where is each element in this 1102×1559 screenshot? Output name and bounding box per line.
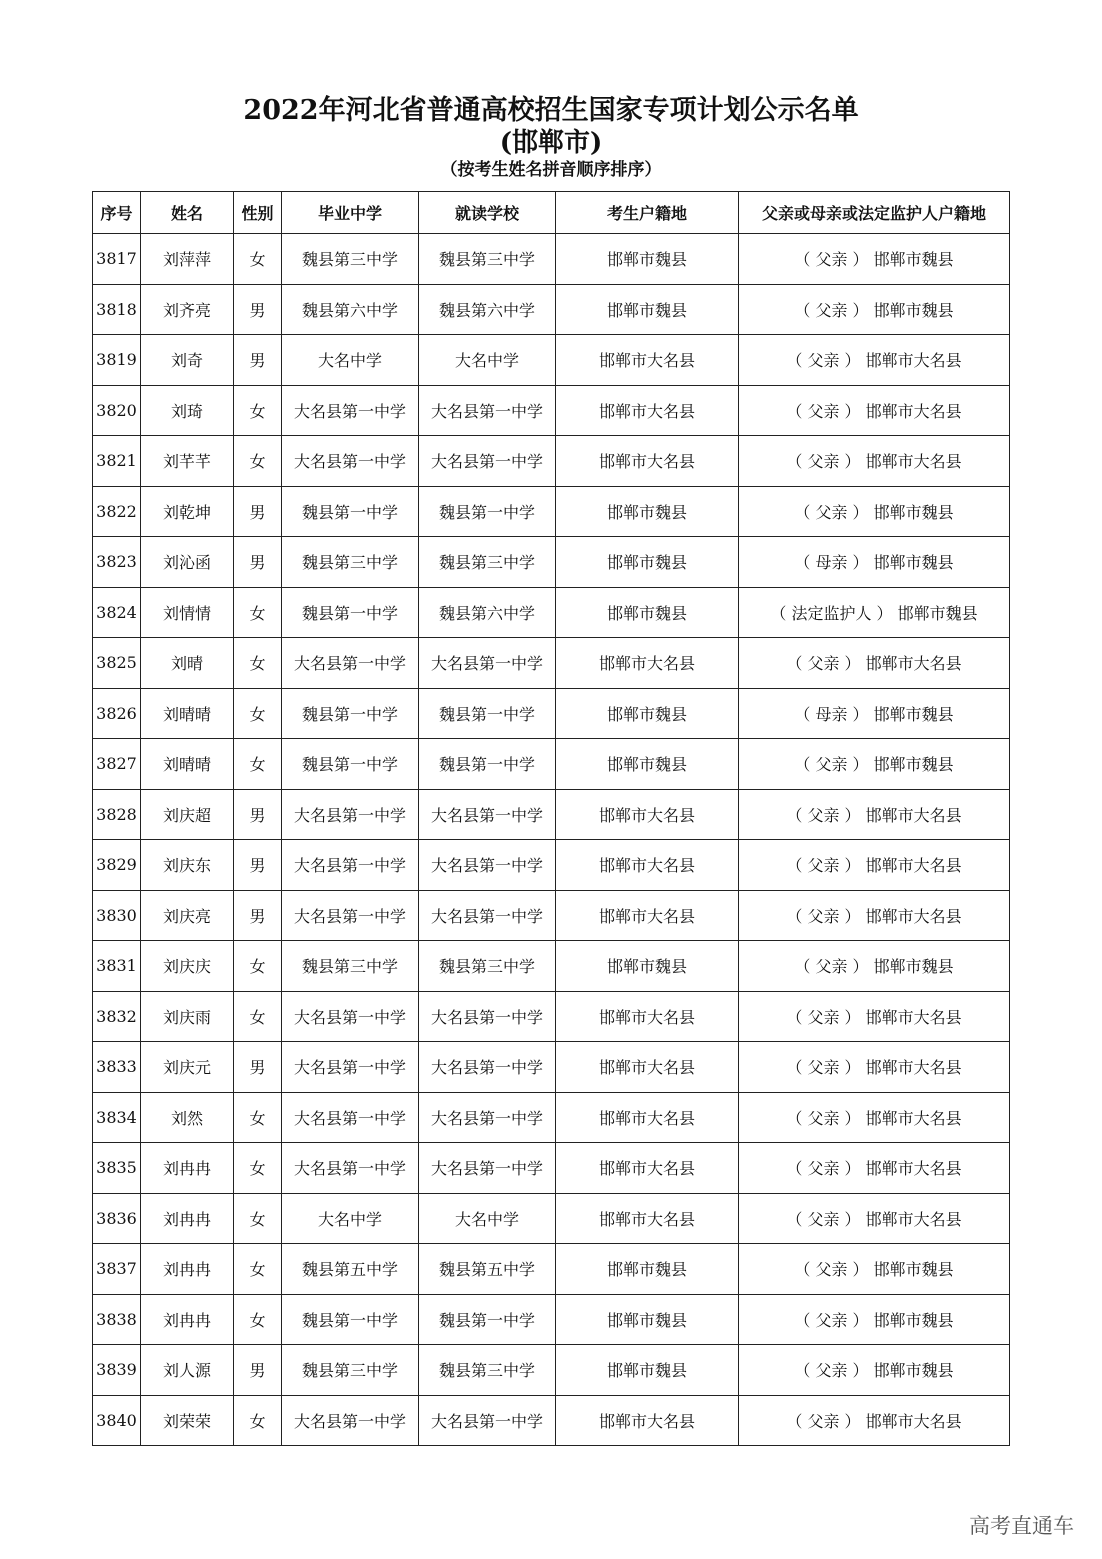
cell-name: 刘冉冉 — [141, 1294, 234, 1345]
column-header: 毕业中学 — [282, 192, 419, 234]
cell-current-school: 大名中学 — [419, 335, 556, 386]
cell-household: 邯郸市魏县 — [556, 587, 739, 638]
cell-current-school: 大名县第一中学 — [419, 789, 556, 840]
table-row — [93, 941, 1010, 992]
table-row — [93, 234, 1010, 285]
cell-graduate-school: 魏县第六中学 — [282, 284, 419, 335]
cell-seq: 3822 — [93, 486, 141, 537]
cell-graduate-school: 大名县第一中学 — [282, 840, 419, 891]
cell-seq: 3818 — [93, 284, 141, 335]
cell-seq: 3832 — [93, 991, 141, 1042]
cell-current-school: 魏县第一中学 — [419, 739, 556, 790]
cell-gender: 女 — [234, 991, 282, 1042]
cell-guardian-household: （ 父亲 ） 邯郸市大名县 — [739, 1143, 1010, 1194]
cell-gender: 女 — [234, 1193, 282, 1244]
cell-seq: 3827 — [93, 739, 141, 790]
cell-guardian-household: （ 父亲 ） 邯郸市大名县 — [739, 1395, 1010, 1446]
cell-graduate-school: 大名县第一中学 — [282, 789, 419, 840]
cell-current-school: 大名县第一中学 — [419, 385, 556, 436]
cell-name: 刘庆庆 — [141, 941, 234, 992]
cell-graduate-school: 魏县第一中学 — [282, 1294, 419, 1345]
cell-household: 邯郸市大名县 — [556, 890, 739, 941]
cell-gender: 男 — [234, 840, 282, 891]
cell-guardian-household: （ 父亲 ） 邯郸市大名县 — [739, 638, 1010, 689]
cell-household: 邯郸市魏县 — [556, 688, 739, 739]
cell-gender: 男 — [234, 284, 282, 335]
cell-graduate-school: 魏县第三中学 — [282, 941, 419, 992]
cell-current-school: 魏县第三中学 — [419, 941, 556, 992]
cell-household: 邯郸市魏县 — [556, 284, 739, 335]
cell-guardian-household: （ 法定监护人 ） 邯郸市魏县 — [739, 587, 1010, 638]
cell-seq: 3824 — [93, 587, 141, 638]
cell-graduate-school: 魏县第一中学 — [282, 587, 419, 638]
table-row — [93, 587, 1010, 638]
cell-current-school: 大名县第一中学 — [419, 1092, 556, 1143]
cell-household: 邯郸市大名县 — [556, 1092, 739, 1143]
table-row — [93, 1244, 1010, 1295]
cell-name: 刘晴晴 — [141, 739, 234, 790]
table-row — [93, 789, 1010, 840]
cell-household: 邯郸市大名县 — [556, 1395, 739, 1446]
cell-seq: 3840 — [93, 1395, 141, 1446]
cell-name: 刘琦 — [141, 385, 234, 436]
cell-gender: 男 — [234, 890, 282, 941]
cell-name: 刘奇 — [141, 335, 234, 386]
cell-household: 邯郸市大名县 — [556, 638, 739, 689]
cell-household: 邯郸市魏县 — [556, 1244, 739, 1295]
cell-name: 刘沁函 — [141, 537, 234, 588]
cell-seq: 3833 — [93, 1042, 141, 1093]
cell-gender: 女 — [234, 385, 282, 436]
cell-graduate-school: 大名中学 — [282, 335, 419, 386]
cell-seq: 3820 — [93, 385, 141, 436]
cell-seq: 3825 — [93, 638, 141, 689]
cell-gender: 女 — [234, 1092, 282, 1143]
cell-household: 邯郸市大名县 — [556, 335, 739, 386]
cell-household: 邯郸市大名县 — [556, 385, 739, 436]
cell-graduate-school: 大名中学 — [282, 1193, 419, 1244]
cell-gender: 女 — [234, 941, 282, 992]
cell-name: 刘庆元 — [141, 1042, 234, 1093]
cell-gender: 男 — [234, 486, 282, 537]
table-row — [93, 1143, 1010, 1194]
cell-seq: 3831 — [93, 941, 141, 992]
cell-seq: 3834 — [93, 1092, 141, 1143]
cell-gender: 女 — [234, 1244, 282, 1295]
cell-name: 刘晴晴 — [141, 688, 234, 739]
cell-gender: 女 — [234, 1143, 282, 1194]
cell-guardian-household: （ 父亲 ） 邯郸市魏县 — [739, 486, 1010, 537]
cell-current-school: 魏县第一中学 — [419, 1294, 556, 1345]
table-header-row — [93, 192, 1010, 234]
cell-household: 邯郸市大名县 — [556, 436, 739, 487]
cell-graduate-school: 魏县第三中学 — [282, 234, 419, 285]
column-header: 序号 — [93, 192, 141, 234]
cell-current-school: 魏县第一中学 — [419, 486, 556, 537]
table-row — [93, 688, 1010, 739]
cell-guardian-household: （ 父亲 ） 邯郸市大名县 — [739, 385, 1010, 436]
cell-seq: 3838 — [93, 1294, 141, 1345]
cell-current-school: 大名县第一中学 — [419, 1395, 556, 1446]
cell-gender: 男 — [234, 1345, 282, 1396]
cell-current-school: 大名县第一中学 — [419, 436, 556, 487]
cell-graduate-school: 魏县第一中学 — [282, 486, 419, 537]
cell-guardian-household: （ 母亲 ） 邯郸市魏县 — [739, 688, 1010, 739]
cell-seq: 3823 — [93, 537, 141, 588]
cell-gender: 男 — [234, 1042, 282, 1093]
cell-current-school: 魏县第六中学 — [419, 587, 556, 638]
cell-guardian-household: （ 父亲 ） 邯郸市魏县 — [739, 941, 1010, 992]
table-row — [93, 739, 1010, 790]
cell-guardian-household: （ 父亲 ） 邯郸市大名县 — [739, 890, 1010, 941]
cell-guardian-household: （ 父亲 ） 邯郸市魏县 — [739, 1345, 1010, 1396]
cell-guardian-household: （ 父亲 ） 邯郸市魏县 — [739, 234, 1010, 285]
cell-current-school: 大名县第一中学 — [419, 638, 556, 689]
cell-seq: 3821 — [93, 436, 141, 487]
cell-gender: 男 — [234, 789, 282, 840]
table-row — [93, 284, 1010, 335]
cell-graduate-school: 大名县第一中学 — [282, 385, 419, 436]
roster-table — [92, 191, 1010, 1446]
cell-guardian-household: （ 父亲 ） 邯郸市大名县 — [739, 1193, 1010, 1244]
cell-household: 邯郸市魏县 — [556, 739, 739, 790]
cell-household: 邯郸市大名县 — [556, 991, 739, 1042]
cell-name: 刘庆雨 — [141, 991, 234, 1042]
cell-gender: 女 — [234, 688, 282, 739]
cell-graduate-school: 大名县第一中学 — [282, 436, 419, 487]
cell-current-school: 大名县第一中学 — [419, 991, 556, 1042]
cell-name: 刘冉冉 — [141, 1244, 234, 1295]
cell-current-school: 魏县第五中学 — [419, 1244, 556, 1295]
cell-gender: 女 — [234, 638, 282, 689]
cell-household: 邯郸市魏县 — [556, 941, 739, 992]
table-row — [93, 638, 1010, 689]
cell-guardian-household: （ 父亲 ） 邯郸市大名县 — [739, 335, 1010, 386]
cell-current-school: 大名县第一中学 — [419, 840, 556, 891]
cell-gender: 女 — [234, 587, 282, 638]
cell-graduate-school: 大名县第一中学 — [282, 638, 419, 689]
table-row — [93, 1395, 1010, 1446]
table-row — [93, 840, 1010, 891]
table-row — [93, 385, 1010, 436]
cell-guardian-household: （ 父亲 ） 邯郸市大名县 — [739, 1092, 1010, 1143]
cell-current-school: 魏县第三中学 — [419, 1345, 556, 1396]
cell-guardian-household: （ 父亲 ） 邯郸市大名县 — [739, 840, 1010, 891]
cell-seq: 3836 — [93, 1193, 141, 1244]
table-row — [93, 1345, 1010, 1396]
cell-household: 邯郸市大名县 — [556, 1143, 739, 1194]
column-header: 性别 — [234, 192, 282, 234]
cell-seq: 3829 — [93, 840, 141, 891]
table-row — [93, 486, 1010, 537]
table-row — [93, 1193, 1010, 1244]
column-header: 考生户籍地 — [556, 192, 739, 234]
cell-household: 邯郸市魏县 — [556, 537, 739, 588]
cell-name: 刘人源 — [141, 1345, 234, 1396]
cell-seq: 3835 — [93, 1143, 141, 1194]
cell-current-school: 魏县第三中学 — [419, 234, 556, 285]
cell-graduate-school: 大名县第一中学 — [282, 1092, 419, 1143]
cell-guardian-household: （ 父亲 ） 邯郸市大名县 — [739, 436, 1010, 487]
cell-household: 邯郸市魏县 — [556, 1345, 739, 1396]
cell-seq: 3837 — [93, 1244, 141, 1295]
table-body — [93, 234, 1010, 1446]
cell-graduate-school: 魏县第三中学 — [282, 1345, 419, 1396]
cell-name: 刘萍萍 — [141, 234, 234, 285]
cell-current-school: 魏县第一中学 — [419, 688, 556, 739]
cell-current-school: 大名县第一中学 — [419, 1143, 556, 1194]
cell-graduate-school: 大名县第一中学 — [282, 890, 419, 941]
cell-graduate-school: 魏县第三中学 — [282, 537, 419, 588]
table-row — [93, 1092, 1010, 1143]
cell-graduate-school: 魏县第一中学 — [282, 688, 419, 739]
cell-name: 刘乾坤 — [141, 486, 234, 537]
cell-graduate-school: 大名县第一中学 — [282, 1395, 419, 1446]
cell-seq: 3839 — [93, 1345, 141, 1396]
cell-household: 邯郸市魏县 — [556, 234, 739, 285]
cell-household: 邯郸市大名县 — [556, 1193, 739, 1244]
cell-household: 邯郸市大名县 — [556, 840, 739, 891]
cell-guardian-household: （ 父亲 ） 邯郸市大名县 — [739, 789, 1010, 840]
cell-current-school: 大名县第一中学 — [419, 1042, 556, 1093]
cell-current-school: 魏县第三中学 — [419, 537, 556, 588]
table-row — [93, 1042, 1010, 1093]
column-header: 父亲或母亲或法定监护人户籍地 — [739, 192, 1010, 234]
cell-name: 刘庆东 — [141, 840, 234, 891]
cell-guardian-household: （ 父亲 ） 邯郸市大名县 — [739, 991, 1010, 1042]
cell-graduate-school: 魏县第五中学 — [282, 1244, 419, 1295]
watermark: 高考直通车 — [969, 1514, 1074, 1538]
cell-gender: 女 — [234, 1395, 282, 1446]
cell-guardian-household: （ 母亲 ） 邯郸市魏县 — [739, 537, 1010, 588]
cell-name: 刘晴 — [141, 638, 234, 689]
cell-household: 邯郸市大名县 — [556, 789, 739, 840]
cell-seq: 3817 — [93, 234, 141, 285]
cell-gender: 女 — [234, 436, 282, 487]
cell-seq: 3826 — [93, 688, 141, 739]
cell-household: 邯郸市魏县 — [556, 1294, 739, 1345]
cell-graduate-school: 大名县第一中学 — [282, 1143, 419, 1194]
column-header: 就读学校 — [419, 192, 556, 234]
cell-name: 刘然 — [141, 1092, 234, 1143]
cell-gender: 男 — [234, 537, 282, 588]
cell-seq: 3819 — [93, 335, 141, 386]
cell-household: 邯郸市大名县 — [556, 1042, 739, 1093]
cell-gender: 女 — [234, 1294, 282, 1345]
cell-name: 刘冉冉 — [141, 1143, 234, 1194]
table-row — [93, 537, 1010, 588]
table-row — [93, 335, 1010, 386]
page-title: 2022年河北省普通高校招生国家专项计划公示名单 — [243, 95, 859, 126]
cell-guardian-household: （ 父亲 ） 邯郸市魏县 — [739, 1244, 1010, 1295]
sort-note: （按考生姓名拼音顺序排序） — [440, 160, 662, 180]
page-subtitle: (邯郸市) — [499, 128, 603, 158]
cell-guardian-household: （ 父亲 ） 邯郸市魏县 — [739, 284, 1010, 335]
cell-name: 刘冉冉 — [141, 1193, 234, 1244]
cell-name: 刘情情 — [141, 587, 234, 638]
cell-name: 刘庆超 — [141, 789, 234, 840]
cell-gender: 女 — [234, 739, 282, 790]
cell-seq: 3830 — [93, 890, 141, 941]
cell-name: 刘芊芊 — [141, 436, 234, 487]
cell-guardian-household: （ 父亲 ） 邯郸市大名县 — [739, 1042, 1010, 1093]
table-row — [93, 890, 1010, 941]
cell-guardian-household: （ 父亲 ） 邯郸市魏县 — [739, 739, 1010, 790]
cell-household: 邯郸市魏县 — [556, 486, 739, 537]
cell-name: 刘荣荣 — [141, 1395, 234, 1446]
cell-current-school: 魏县第六中学 — [419, 284, 556, 335]
table-row — [93, 436, 1010, 487]
cell-current-school: 大名县第一中学 — [419, 890, 556, 941]
cell-name: 刘齐亮 — [141, 284, 234, 335]
cell-gender: 女 — [234, 234, 282, 285]
cell-seq: 3828 — [93, 789, 141, 840]
cell-current-school: 大名中学 — [419, 1193, 556, 1244]
cell-graduate-school: 大名县第一中学 — [282, 1042, 419, 1093]
column-header: 姓名 — [141, 192, 234, 234]
cell-graduate-school: 魏县第一中学 — [282, 739, 419, 790]
cell-guardian-household: （ 父亲 ） 邯郸市魏县 — [739, 1294, 1010, 1345]
cell-gender: 男 — [234, 335, 282, 386]
table-row — [93, 1294, 1010, 1345]
table-row — [93, 991, 1010, 1042]
cell-name: 刘庆亮 — [141, 890, 234, 941]
cell-graduate-school: 大名县第一中学 — [282, 991, 419, 1042]
